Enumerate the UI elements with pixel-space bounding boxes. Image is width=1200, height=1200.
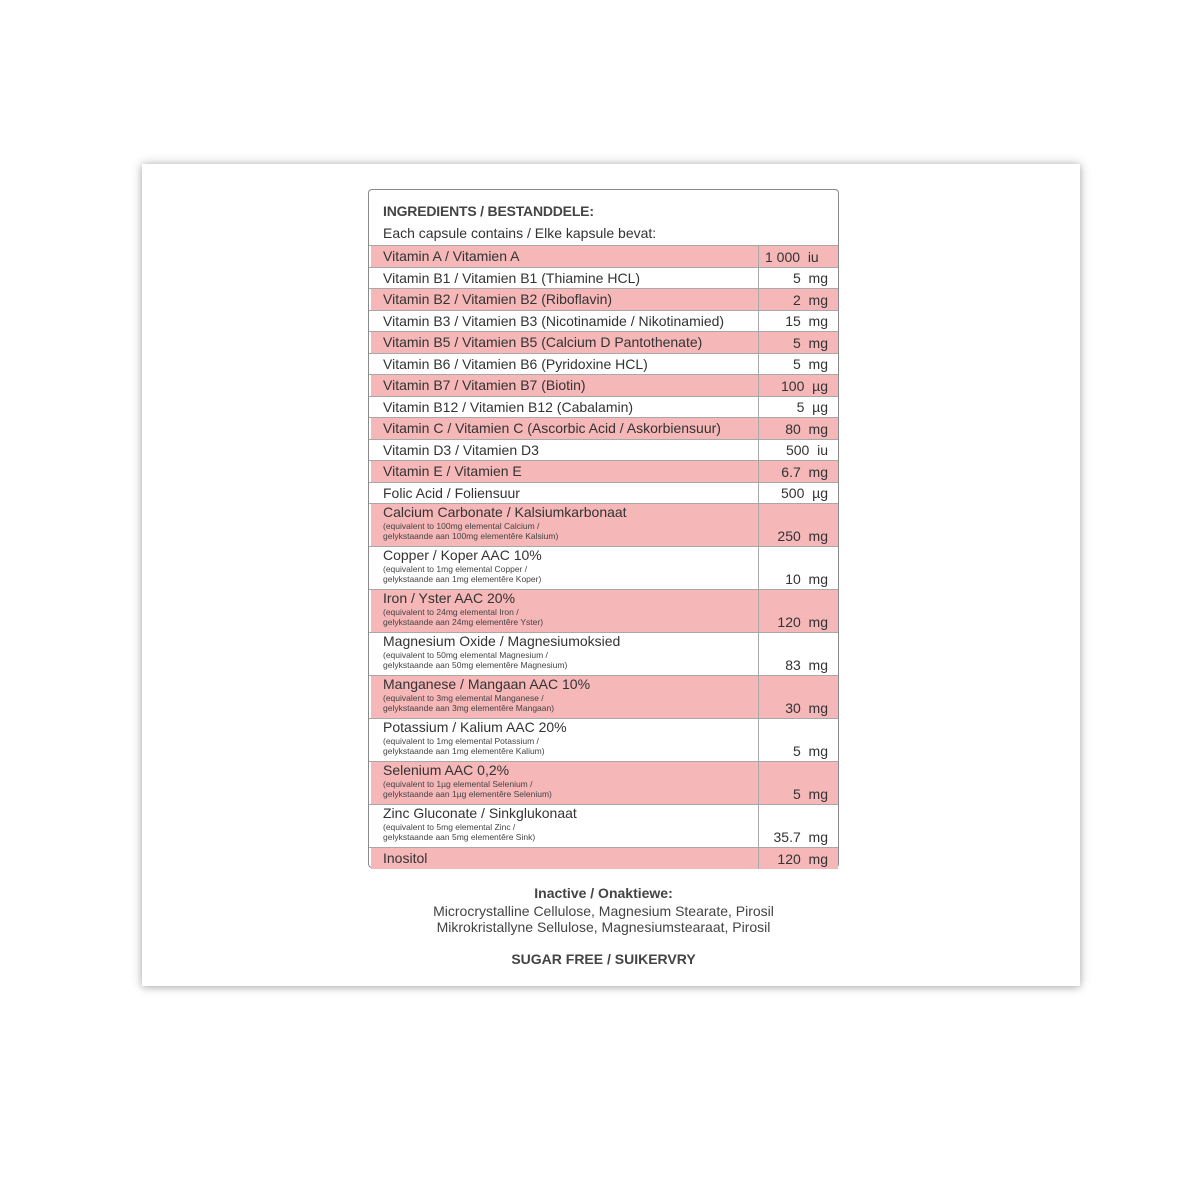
table-row (369, 288, 838, 310)
ingredient-equivalent-note: gelykstaande aan 1mg elementêre Koper) (383, 574, 542, 584)
ingredient-amount: 5 mg (792, 334, 828, 351)
ingredient-equivalent-note: gelykstaande aan 24mg elementêre Yster) (383, 617, 544, 627)
ingredient-name: Vitamin B12 / Vitamien B12 (Cabalamin) (383, 398, 634, 415)
inactive-heading: Inactive / Onaktiewe: (534, 885, 673, 901)
table-row (369, 267, 838, 289)
ingredients-table (369, 245, 838, 869)
table-row (369, 804, 838, 847)
ingredient-name: Selenium AAC 0,2% (383, 762, 510, 778)
ingredient-name: Vitamin B2 / Vitamien B2 (Riboflavin) (383, 291, 613, 307)
ingredient-name: Vitamin E / Vitamien E (383, 463, 522, 479)
ingredient-equivalent-note: (equivalent to 1µg elemental Selenium / (383, 779, 533, 789)
amount-cell (758, 354, 838, 375)
table-row (369, 374, 838, 396)
ingredient-cell (371, 633, 758, 675)
ingredient-equivalent-note: (equivalent to 50mg elemental Magnesium / (383, 650, 548, 660)
ingredient-cell (371, 375, 758, 396)
ingredient-cell (371, 332, 758, 353)
ingredient-cell (371, 719, 758, 761)
table-row (369, 503, 838, 546)
table-row (369, 417, 838, 439)
ingredient-name: Vitamin B6 / Vitamien B6 (Pyridoxine HCL) (383, 355, 648, 372)
ingredient-name: Iron / Yster AAC 20% (383, 590, 516, 606)
table-row (369, 589, 838, 632)
ingredient-name: Vitamin B3 / Vitamien B3 (Nicotinamide / Nikotinamied) (383, 312, 725, 329)
amount-cell (758, 719, 838, 761)
amount-cell (758, 268, 838, 289)
ingredient-amount: 5 µg (796, 399, 828, 415)
ingredient-equivalent-note: gelykstaande aan 1mg elementêre Kalium) (383, 746, 545, 756)
table-row (369, 310, 838, 332)
ingredient-cell (371, 805, 758, 847)
ingredient-cell (371, 547, 758, 589)
ingredient-amount: 2 mg (792, 291, 828, 308)
table-row (369, 460, 838, 482)
ingredient-amount: 5 mg (792, 270, 828, 286)
amount-cell (758, 590, 838, 632)
ingredient-name: Zinc Gluconate / Sinkglukonaat (383, 805, 577, 821)
ingredient-amount: 15 mg (785, 313, 828, 329)
ingredient-amount: 35.7 mg (773, 829, 828, 845)
ingredient-name: Copper / Koper AAC 10% (383, 547, 542, 563)
amount-cell (758, 418, 838, 439)
ingredient-amount: 5 mg (792, 356, 828, 372)
table-row (369, 396, 838, 418)
ingredient-equivalent-note: gelykstaande aan 100mg elementêre Kalsium) (383, 531, 559, 541)
ingredient-name: Calcium Carbonate / Kalsiumkarbonaat (383, 504, 627, 520)
ingredient-equivalent-note: gelykstaande aan 3mg elementêre Mangaan) (383, 703, 555, 713)
amount-cell (758, 483, 838, 504)
ingredient-equivalent-note: (equivalent to 100mg elemental Calcium / (383, 521, 540, 531)
table-row (369, 353, 838, 375)
ingredient-cell (371, 848, 758, 869)
ingredient-name: Potassium / Kalium AAC 20% (383, 719, 567, 735)
inactive-line-af: Mikrokristallyne Sellulose, Magnesiumstearaat, Pirosil (436, 919, 771, 935)
ingredient-equivalent-note: gelykstaande aan 1µg elementêre Selenium) (383, 789, 552, 799)
ingredient-cell (371, 676, 758, 718)
ingredient-name: Vitamin B5 / Vitamien B5 (Calcium D Pantothenate) (383, 334, 703, 350)
ingredient-name: Vitamin B1 / Vitamien B1 (Thiamine HCL) (383, 269, 641, 286)
ingredients-subtitle: Each capsule contains / Elke kapsule bevat: (383, 225, 657, 241)
ingredient-amount: 5 mg (792, 743, 828, 759)
table-row (369, 482, 838, 504)
ingredient-cell (371, 418, 758, 439)
ingredient-name: Vitamin D3 / Vitamien D3 (383, 441, 539, 458)
amount-cell (758, 633, 838, 675)
table-row (369, 439, 838, 461)
amount-cell (758, 676, 838, 718)
ingredient-amount: 5 mg (792, 786, 828, 802)
amount-cell (758, 375, 838, 396)
ingredients-title: INGREDIENTS / BESTANDDELE: (383, 203, 594, 219)
table-row (369, 245, 838, 267)
ingredient-name: Inositol (383, 850, 428, 866)
ingredients-panel (368, 189, 839, 868)
amount-cell (758, 461, 838, 482)
amount-cell (758, 311, 838, 332)
ingredient-name: Magnesium Oxide / Magnesiumoksied (383, 633, 621, 649)
amount-cell (758, 332, 838, 353)
inactive-line-en: Microcrystalline Cellulose, Magnesium Stearate, Pirosil (433, 903, 774, 919)
ingredient-equivalent-note: (equivalent to 5mg elemental Zinc / (383, 822, 516, 832)
ingredient-amount: 10 mg (785, 571, 828, 587)
table-row (369, 546, 838, 589)
ingredient-equivalent-note: (equivalent to 24mg elemental Iron / (383, 607, 519, 617)
ingredient-cell (371, 354, 758, 375)
ingredient-amount: 100 µg (781, 377, 828, 394)
ingredient-name: Manganese / Mangaan AAC 10% (383, 676, 591, 692)
ingredient-cell (371, 762, 758, 804)
ingredient-amount: 250 mg (777, 528, 828, 544)
amount-cell (758, 440, 838, 461)
table-row (369, 632, 838, 675)
amount-cell (758, 805, 838, 847)
ingredient-amount: 30 mg (785, 700, 828, 716)
ingredient-name: Vitamin B7 / Vitamien B7 (Biotin) (383, 377, 586, 393)
ingredient-cell (371, 246, 758, 267)
ingredient-cell (371, 504, 758, 546)
ingredient-cell (371, 440, 758, 461)
table-row (369, 718, 838, 761)
ingredient-amount: 1 000 iu (765, 248, 819, 265)
table-row (369, 331, 838, 353)
ingredient-equivalent-note: (equivalent to 1mg elemental Potassium / (383, 736, 539, 746)
ingredient-amount: 83 mg (785, 657, 828, 673)
ingredient-cell (371, 483, 758, 504)
ingredient-cell (371, 289, 758, 310)
ingredient-amount: 80 mg (785, 420, 828, 437)
ingredient-equivalent-note: (equivalent to 1mg elemental Copper / (383, 564, 528, 574)
amount-cell (758, 762, 838, 804)
amount-cell (758, 848, 838, 869)
table-row (369, 761, 838, 804)
amount-cell (758, 289, 838, 310)
table-row (369, 847, 838, 869)
table-row (369, 675, 838, 718)
ingredient-amount: 500 iu (785, 442, 828, 458)
amount-cell (758, 547, 838, 589)
amount-cell (758, 246, 838, 267)
ingredient-cell (371, 311, 758, 332)
ingredient-amount: 6.7 mg (781, 463, 828, 480)
ingredient-equivalent-note: gelykstaande aan 50mg elementêre Magnesium) (383, 660, 568, 670)
ingredient-equivalent-note: gelykstaande aan 5mg elementêre Sink) (383, 832, 536, 842)
sugar-free-label: SUGAR FREE / SUIKERVRY (511, 951, 696, 967)
ingredient-name: Folic Acid / Foliensuur (383, 484, 520, 501)
ingredient-cell (371, 590, 758, 632)
ingredient-amount: 120 mg (777, 614, 828, 630)
amount-cell (758, 397, 838, 418)
ingredient-cell (371, 397, 758, 418)
ingredient-equivalent-note: (equivalent to 3mg elemental Manganese / (383, 693, 544, 703)
ingredient-amount: 500 µg (781, 485, 828, 501)
ingredient-name: Vitamin A / Vitamien A (383, 248, 520, 264)
amount-cell (758, 504, 838, 546)
ingredient-cell (371, 461, 758, 482)
ingredient-amount: 120 mg (777, 850, 828, 867)
ingredient-name: Vitamin C / Vitamien C (Ascorbic Acid / Askorbiensuur) (383, 420, 721, 436)
ingredient-cell (371, 268, 758, 289)
